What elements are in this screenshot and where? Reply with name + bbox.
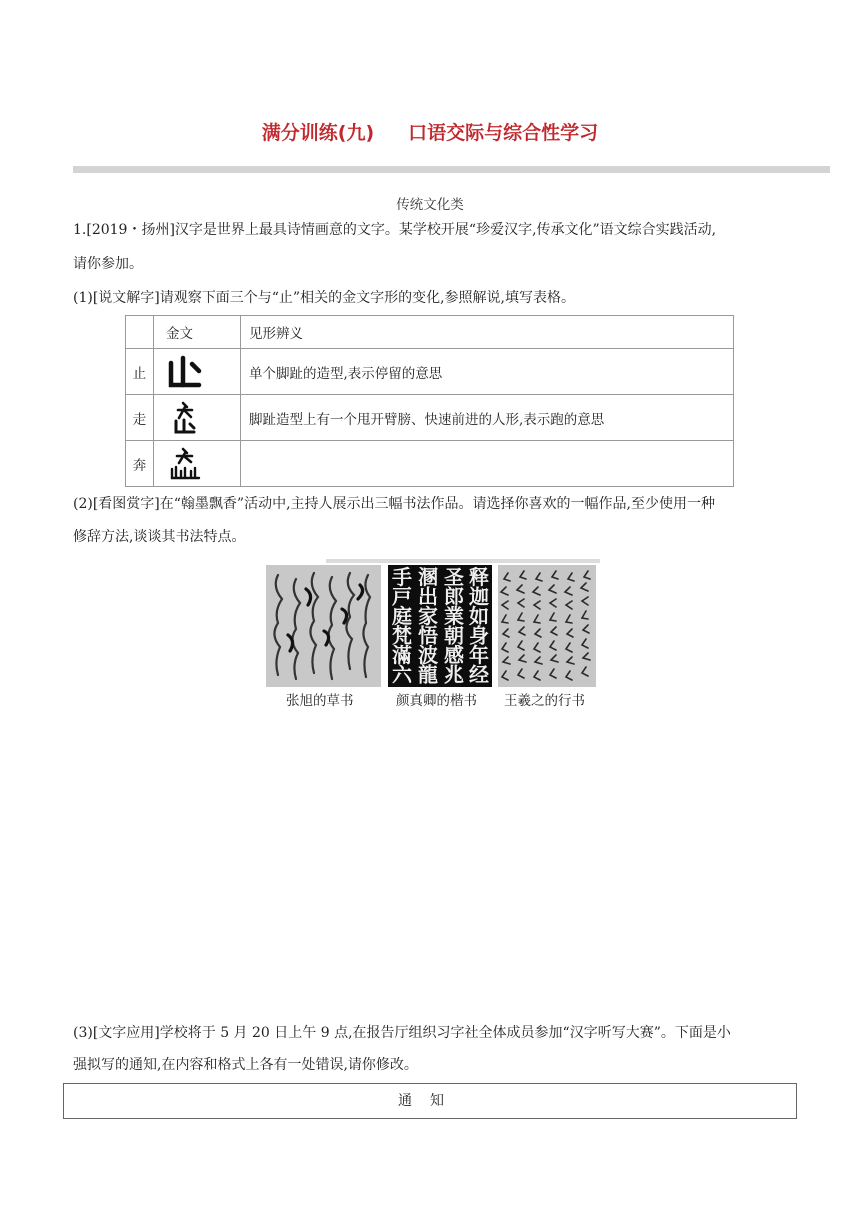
- page-title: [0, 118, 860, 145]
- kaishu-column: 手戸庭梵滿六: [392, 565, 412, 687]
- table-char-cell: 止: [126, 349, 154, 395]
- subquestion-3-line1: (3)[文字应用]学校将于 5 月 20 日上午 9 点,在报告厅组织习字社全体成员参加“汉字听写大赛”。下面是小: [73, 1025, 731, 1041]
- table-glyph-cell: [154, 441, 241, 487]
- table-meaning-cell: [241, 441, 734, 487]
- table-header-cell: 金文: [154, 316, 241, 349]
- table-meaning-cell: 脚趾造型上有一个甩开臂膀、快速前进的人形,表示跑的意思: [241, 395, 734, 441]
- notice-title: 通知: [398, 1093, 462, 1109]
- subquestion-3-line2: 强拟写的通知,在内容和格式上各有一处错误,请你修改。: [73, 1057, 418, 1073]
- title-divider: [73, 166, 830, 173]
- figure-top-edge: [326, 559, 600, 563]
- calligraphy-caption: 张旭的草书: [286, 693, 354, 709]
- subquestion-2-line1: (2)[看图赏字]在“翰墨飘香”活动中,主持人展示出三幅书法作品。请选择你喜欢的一幅作品,至少使用一种: [73, 496, 715, 512]
- table-row: [126, 395, 734, 441]
- table-row: [126, 349, 734, 395]
- table-glyph-cell: [154, 395, 241, 441]
- section-label: 传统文化类: [396, 197, 464, 213]
- calligraphy-caption: 王羲之的行书: [504, 693, 585, 709]
- kaishu-column: 释迦如身年经: [469, 565, 489, 687]
- calligraphy-figure: [258, 559, 600, 709]
- jinwen-ben-glyph-icon: [166, 447, 204, 481]
- title-left: 满分训练(九): [261, 122, 375, 144]
- kaishu-column: 圣郎業朝感兆: [444, 565, 464, 687]
- question-stem-line2: 请你参加。: [73, 256, 143, 272]
- subquestion-1: (1)[说文解字]请观察下面三个与“止”相关的金文字形的变化,参照解说,填写表格。: [73, 290, 575, 306]
- table-char-cell: 奔: [126, 441, 154, 487]
- table-char-cell: 走: [126, 395, 154, 441]
- jinwen-zhi-glyph-icon: [166, 355, 204, 389]
- title-right: 口语交际与综合性学习: [408, 122, 599, 144]
- kaishu-column: 溷出家悟波龍: [418, 565, 438, 687]
- calligraphy-caption: 颜真卿的楷书: [396, 693, 477, 709]
- table-header-cell: [126, 316, 154, 349]
- glyph-table: [125, 315, 734, 487]
- kaishu-calligraphy-image: [388, 565, 492, 687]
- notice-box: [63, 1083, 797, 1119]
- xingshu-calligraphy-image: [498, 565, 596, 687]
- question-stem-line1: 1.[2019・扬州]汉字是世界上最具诗情画意的文字。某学校开展“珍爱汉字,传承文化”语文综合实践活动,: [73, 222, 717, 238]
- jinwen-zou-glyph-icon: [166, 401, 204, 435]
- caoshu-calligraphy-image: [266, 565, 381, 687]
- table-glyph-cell: [154, 349, 241, 395]
- subquestion-2-line2: 修辞方法,谈谈其书法特点。: [73, 529, 246, 545]
- table-header-cell: 见形辨义: [241, 316, 734, 349]
- table-header-row: [126, 316, 734, 349]
- table-meaning-cell: 单个脚趾的造型,表示停留的意思: [241, 349, 734, 395]
- table-row: [126, 441, 734, 487]
